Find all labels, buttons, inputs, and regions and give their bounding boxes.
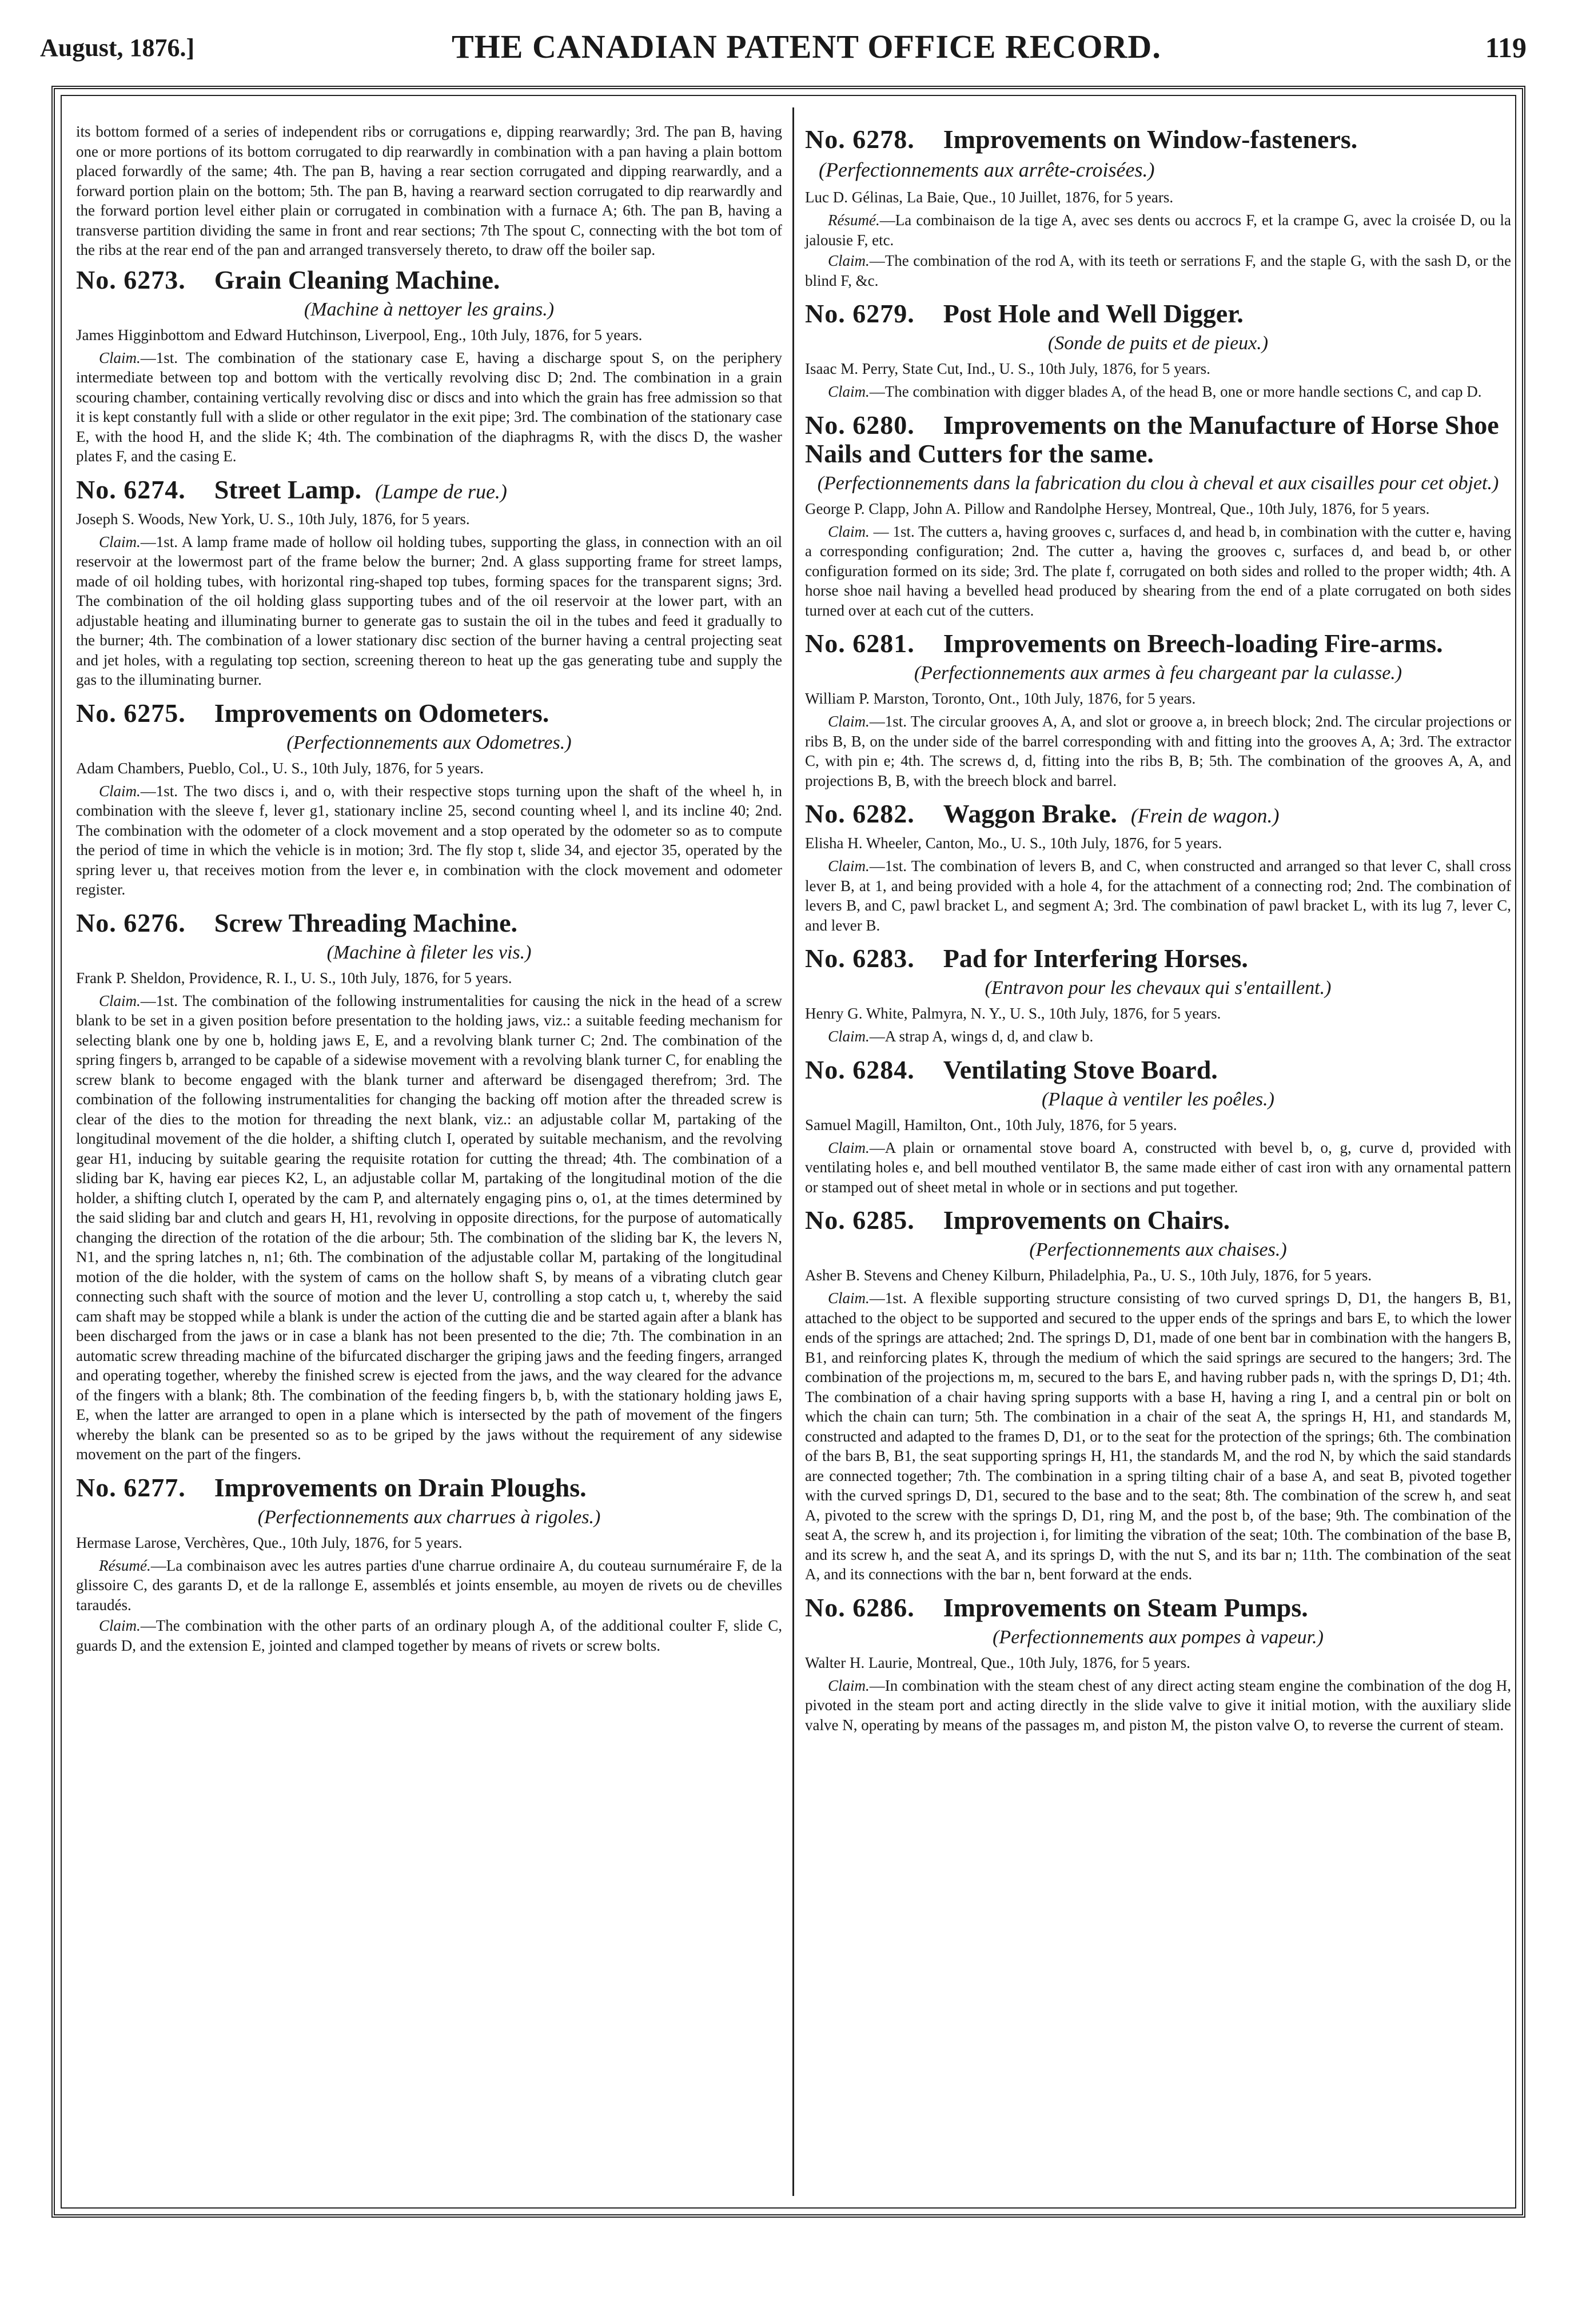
patent-title: Screw Threading Machine. <box>214 908 518 937</box>
patent-inventor: William P. Marston, Toronto, Ont., 10th July, 1876, for 5 years. <box>805 690 1196 707</box>
patent-heading <box>76 909 782 937</box>
patent-french-title: (Perfectionnements aux arrête-croisées.) <box>819 158 1155 181</box>
publication-title: THE CANADIAN PATENT OFFICE RECORD. <box>452 28 1161 65</box>
patent-entry <box>805 411 1511 621</box>
patent-french-title: (Perfectionnements dans la fabrication du clou à cheval et aux cisailles pour cet objet.) <box>817 472 1499 494</box>
patent-inventor: Elisha H. Wheeler, Canton, Mo., U. S., 10th July, 1876, for 5 years. <box>805 834 1222 852</box>
patent-title: Improvements on Drain Ploughs. <box>214 1472 587 1502</box>
claim-lead: Claim. <box>828 1028 870 1045</box>
claim-lead: Claim. <box>828 1676 870 1694</box>
patent-claim <box>805 210 1511 250</box>
patent-number: No. 6285. <box>805 1205 915 1235</box>
patent-french-title: (Sonde de puits et de pieux.) <box>1047 333 1269 354</box>
patent-claim <box>805 251 1511 290</box>
patent-number: No. 6282. <box>805 799 915 828</box>
patent-inventor: Samuel Magill, Hamilton, Ont., 10th July, 1876, for 5 years. <box>805 1116 1177 1133</box>
patent-heading <box>805 1594 1511 1622</box>
patent-heading <box>805 1206 1511 1235</box>
patent-inventor: Frank P. Sheldon, Providence, R. I., U. S., 10th July, 1876, for 5 years. <box>76 969 512 987</box>
patent-claim <box>805 856 1511 935</box>
patent-inventor: Joseph S. Woods, New York, U. S., 10th July, 1876, for 5 years. <box>76 510 470 528</box>
patent-heading <box>805 300 1511 328</box>
claim-lead: Claim. <box>828 857 870 875</box>
patent-number: No. 6276. <box>76 908 186 937</box>
patent-inventor: Hermase Larose, Verchères, Que., 10th July, 1876, for 5 years. <box>76 1534 463 1551</box>
patent-entry <box>76 1474 782 1656</box>
claim-text: —1st. A flexible supporting structure consisting of two curved springs D, D1, the hangers B, B1, attached to the object to be supported and secured to the upper ends of the springs and bars E, to which the lower ends of the springs are attached; 2nd. The springs D, D1, made of one bent bar in combination with the hangers B, B1, and reinforcing plates K, through the medium of which the said springs are secured to the hangers; 3rd. The combination of the projections m, m, secured to the bars E, and having rubber pads n, with the springs D, D1; 4th. The combination of a chair having spring supports with a base H, having a ring I, and a central pin or bolt on which the chain can turn; 5th. The combination in a chair of the seat A, the springs H, H1, and standards M, constructed and adapted to the frames D, D1, or to the seat for the protection of the springs; 6th. The combination of the bars B, B1, the seat supporting springs H, H1, the standards M, and the rod N, by which the said standards are connected together; 7th. The combination in a spring tilting chair of a base A, and seat B, pivoted together with the curved springs D, D1, secured to the base and to the seat; 8th. The combination of the screw h, and seat A, pivoted to the screw with the springs D, D1, ring M, and the post b, of the base; 9th. The combination of the seat A, the screw h, and its projection i, for limiting the vibration of the seat; 10th. The combination of the base B, and its screw h, and the seat A, and its springs D, with the nut S, and its bar n; 11th. The combination of the seat A, and its connections with the bar n, bent forward at the ends. <box>805 1289 1511 1583</box>
patent-entry <box>805 1594 1511 1735</box>
patent-french-title: (Perfectionnements aux charrues à rigoles.) <box>257 1506 601 1528</box>
claim-lead: Claim. <box>828 252 870 269</box>
patent-french-title: (Machine à fileter les vis.) <box>326 941 532 963</box>
patent-claim <box>805 522 1511 621</box>
patent-entry <box>76 909 782 1464</box>
claim-lead: Claim. <box>828 522 870 540</box>
patent-title: Improvements on Chairs. <box>943 1205 1230 1235</box>
patent-french-title: (Perfectionnements aux chaises.) <box>1029 1239 1287 1260</box>
claim-lead: Claim. <box>828 713 870 730</box>
patent-claim <box>76 1556 782 1615</box>
patent-heading <box>76 699 782 728</box>
patent-claim <box>76 532 782 690</box>
page-frame-inner <box>61 95 1516 2209</box>
patent-french-title: (Plaque à ventiler les poêles.) <box>1042 1088 1274 1110</box>
patent-title: Ventilating Stove Board. <box>943 1055 1218 1084</box>
claim-text: —The combination with digger blades A, of the head B, one or more handle sections C, and cap D. <box>869 383 1482 400</box>
patent-inventor: Isaac M. Perry, State Cut, Ind., U. S., 10th July, 1876, for 5 years. <box>805 360 1210 377</box>
claim-text: —La combinaison de la tige A, avec ses dents ou accrocs F, et la crampe G, avec la croisée D, ou la jalousie F, etc. <box>805 211 1511 249</box>
claim-text: —La combinaison avec les autres parties d'une charrue ordinaire A, du couteau surnuméraire F, de la glissoire C, des garants D, et de la rallonge E, assemblés et joints ensemble, au moyen de rivets ou de chevilles taraudés. <box>76 1556 782 1614</box>
patent-inventor: Adam Chambers, Pueblo, Col., U. S., 10th July, 1876, for 5 years. <box>76 759 484 777</box>
claim-text: —1st. The combination of levers B, and C, when constructed and arranged so that lever C, shall cross lever B, at 1, and being provided with a hole 4, for the attachment of a connecting rod; 2nd. The combination of levers B, and C, pawl bracket L, and segment A; 3rd. The combination of pawl bracket L, with its lug 7, lever C, and lever B. <box>805 857 1511 934</box>
patent-entry <box>76 266 782 466</box>
patent-number: No. 6277. <box>76 1472 186 1502</box>
left-entries <box>76 266 782 1656</box>
patent-inventor: George P. Clapp, John A. Pillow and Randolphe Hersey, Montreal, Que., 10th July, 1876, for 5 years. <box>805 500 1430 517</box>
patent-french-title: (Perfectionnements aux Odometres.) <box>286 732 572 753</box>
claim-lead: Résumé. <box>99 1556 151 1574</box>
claim-lead: Claim. <box>828 1139 870 1156</box>
patent-heading <box>76 266 782 294</box>
page-frame <box>51 86 1525 2218</box>
claim-lead: Claim. <box>99 782 141 800</box>
patent-claim <box>76 1616 782 1655</box>
patent-number: No. 6278. <box>805 125 915 154</box>
claim-lead: Résumé. <box>828 211 880 229</box>
issue-date: August, 1876.] <box>40 34 195 62</box>
right-entries <box>805 125 1511 1735</box>
patent-claim <box>805 712 1511 790</box>
patent-title: Pad for Interfering Horses. <box>943 944 1248 973</box>
patent-entry <box>805 125 1511 290</box>
patent-entry <box>805 944 1511 1047</box>
claim-text: —In combination with the steam chest of any direct acting steam engine the combination of the dog H, pivoted in the steam port and acting directly in the slide valve to give it initial motion, with the auxiliary slide valve N, operating by means of the passages m, and piston M, the piston valve O, to reverse the current of steam. <box>805 1676 1511 1734</box>
claim-text: —The combination of the rod A, with its teeth or serrations F, and the staple G, with the sash D, or the blind F, &c. <box>805 252 1511 289</box>
patent-title: Post Hole and Well Digger. <box>943 299 1244 328</box>
patent-number: No. 6274. <box>76 474 186 504</box>
patent-entry <box>805 1056 1511 1197</box>
right-column <box>805 122 1511 1744</box>
patent-entry <box>805 800 1511 935</box>
patent-number: No. 6283. <box>805 944 915 973</box>
patent-inventor: Luc D. Gélinas, La Baie, Que., 10 Juillet, 1876, for 5 years. <box>805 189 1174 206</box>
patent-title: Improvements on the Manufacture of Horse Shoe Nails and Cutters for the same. <box>805 410 1499 468</box>
patent-inventor: Asher B. Stevens and Cheney Kilburn, Philadelphia, Pa., U. S., 10th July, 1876, for 5 years. <box>805 1267 1372 1284</box>
patent-entry <box>76 699 782 900</box>
patent-inventor: James Higginbottom and Edward Hutchinson, Liverpool, Eng., 10th July, 1876, for 5 years. <box>76 326 643 344</box>
claim-text: —1st. The combination of the following instrumentalities for causing the nick in the head of a screw blank to be set in a given position before presentation to the holding jaws, viz.: a suitable feeding mechanism for selecting blank one by one b, holding jaws E, E, and a revolving blank turner C; 2nd. The combination of the spring fingers b, arranged to be capable of a sidewise movement with a revolving blank turner C, for enabling the screw blank to become engaged with the blank turner and afterward be disengaged therefrom; 3rd. The combination of the following instrumentalities for changing the backing off motion after the threaded screw is clear of the dies to the motion for threading the next blank, viz.: an adjustable collar M, partaking of the longitudinal movement of the die holder, a shifting clutch I, operated by suitable mechanism, and the revolving gear H1, inducing by suitable gearing the requisite rotation for cutting the thread; 4th. The combination of a sliding bar K, having ear pieces K2, L, an adjustable collar M, partaking of the longitudinal motion of the die holder, a shifting clutch I, operated by the cam P, and alternately engaging pins o, o1, at the times determined by the said sliding bar and clutch and gears H, H1, revolving in opposite directions, for the purpose of automatically changing the direction of the rotation of the die arbour; 5th. The combination of the sliding bar K, the levers N, N1, and the spring latches n, n1; 6th. The combination of the adjustable collar M, partaking of the longitudinal motion of the die holder, with the system of cams on the hollow shaft S, by means of a vibrating clutch gear connecting such shaft with the source of motion and the lever U, controlling a stop catch u, t, whereby the said cam shaft may be stopped while a blank is under the action of the cutting die and be started again after a blank has been discharged from the jaws or in case a blank has not been presented to the die; 7th. The combination in an automatic screw threading machine of the bifurcated discharger the griping jaws and the feeding fingers, arranged and operating together, whereby the finished screw is ejected from the jaws, and the way cleared for the advance of the fingers with a blank; 8th. The combination of the feeding fingers b, b, with the stationary holding jaws E, E, when the latter are arranged to open in a plane which is intersected by the path of movement of the fingers whereby the blank can be presented so as to be griped by the jaws without the requirement of any sidewise movement on the part of the fingers. <box>76 992 782 1463</box>
patent-inventor: Walter H. Laurie, Montreal, Que., 10th July, 1876, for 5 years. <box>805 1654 1190 1671</box>
patent-title: Street Lamp. <box>214 474 361 504</box>
patent-number: No. 6273. <box>76 265 186 294</box>
claim-lead: Claim. <box>99 533 141 550</box>
patent-french-title: (Perfectionnements aux pompes à vapeur.) <box>993 1626 1324 1648</box>
patent-number: No. 6275. <box>76 698 186 728</box>
patent-claim <box>76 348 782 466</box>
patent-title: Grain Cleaning Machine. <box>214 265 500 294</box>
patent-heading <box>805 125 1511 184</box>
claim-text: —A strap A, wings d, d, and claw b. <box>869 1028 1094 1045</box>
patent-heading <box>805 800 1511 830</box>
page-number: 119 <box>1485 31 1527 63</box>
patent-title: Improvements on Window-fasteners. <box>943 125 1358 154</box>
patent-heading <box>805 1056 1511 1084</box>
patent-french-title: (Entravon pour les chevaux qui s'entaillent.) <box>985 977 1332 999</box>
claim-text: —1st. The two discs i, and o, with their respective stops turning upon the shaft of the wheel h, in combination with the sleeve f, lever g1, stationary incline 25, second counting wheel l, and its incline 40; 2nd. The combination with the odometer of a clock movement and a stop operated by the odometer so as to compute the period of time in which the vehicle is in motion; 3rd. The fly stop t, slide 34, and ejector 35, operated by the spring lever u, that receives motion from the lever e, in combination with the clock movement and odometer register. <box>76 782 782 898</box>
patent-french-title: (Frein de wagon.) <box>1130 804 1280 827</box>
claim-lead: Claim. <box>99 1617 141 1634</box>
patent-french-title: (Lampe de rue.) <box>374 480 507 503</box>
patent-title: Waggon Brake. <box>943 799 1117 828</box>
patent-entry <box>805 629 1511 790</box>
claim-text: —1st. The circular grooves A, A, and slot or groove a, in breech block; 2nd. The circular projections or ribs B, B, on the under side of the barrel corresponding with and fitting into the grooves A, A; 3rd. The extractor C, with pin e; 4th. The screws d, d, fitting into the ribs B, B; 5th. The combination of the grooves A, A, and projections B, B, with the breech block and barrel. <box>805 713 1511 789</box>
claim-text: — 1st. The cutters a, having grooves c, surfaces d, and head b, in combination with the cutter e, having a corresponding configuration; 2nd. The cutter a, having the grooves c, surfaces d, and bead b, or other configuration formed on its side; 3rd. The plate f, corrugated on both sides and rolled to the proper width; 4th. A horse shoe nail having a bevelled head produced by shearing from the end of a plate corrugated on both sides turned over at each cut of the cutters. <box>805 522 1511 619</box>
column-divider <box>792 107 794 2196</box>
patent-title: Improvements on Steam Pumps. <box>943 1592 1308 1622</box>
claim-text: —The combination with the other parts of an ordinary plough A, of the additional coulter F, slide C, guards D, and the extension E, jointed and clamped together by means of rivets or screw bolts. <box>76 1617 782 1654</box>
patent-heading <box>76 1474 782 1502</box>
claim-text: —A plain or ornamental stove board A, constructed with bevel b, o, g, curve d, provided with ventilating holes e, and bell mouthed ventilator B, the same made either of cast iron with any ornamental pattern or stamped out of sheet metal in whole or in sections and put together. <box>805 1139 1511 1196</box>
patent-entry <box>805 1206 1511 1584</box>
patent-claim <box>805 1027 1511 1047</box>
left-column <box>76 122 782 1664</box>
patent-heading <box>76 476 782 506</box>
patent-title: Improvements on Breech-loading Fire-arms. <box>943 629 1443 658</box>
patent-number: No. 6281. <box>805 629 915 658</box>
patent-claim <box>805 1138 1511 1197</box>
patent-claim <box>805 1288 1511 1584</box>
patent-claim <box>76 991 782 1464</box>
claim-text: —1st. A lamp frame made of hollow oil holding tubes, supporting the glass, in connection with an oil reservoir at the lowermost part of the frame below the burner; 2nd. A glass supporting frame for street lamps, made of oil holding tubes, with horizontal ring-shaped top tubes, forming spaces for the transparent signs; 3rd. The combination of the oil holding glass supporting tubes and of the oil reservoir at the lower part, with an adjustable heating and illuminating burner to generate gas to sustain the oil in the tubes and feed it gradually to the burner; 4th. The combination of a lower stationary disc section of the burner having a central projecting seat and jet holes, with a regulating top section, screening thereon to heat up the gas generating tube and supply the gas to the illuminating burner. <box>76 533 782 688</box>
claim-lead: Claim. <box>99 992 141 1009</box>
patent-title: Improvements on Odometers. <box>214 698 549 728</box>
claim-lead: Claim. <box>828 1289 870 1307</box>
patent-heading <box>805 411 1511 468</box>
patent-claim <box>76 781 782 900</box>
claim-lead: Claim. <box>828 383 870 400</box>
claim-text: —1st. The combination of the stationary case E, having a discharge spout S, on the periphery intermediate between top and bottom with the vertically revolving disc D; 2nd. The combination in a grain scouring chamber, containing vertically revolving disc or discs and into which the grain has free admission so that it is kept constantly full with a slide or other regulator in the exit pipe; 3rd. The combination of the stationary case E, with the hood H, and the slide K; 4th. The combination of the diaphragms R, with the discs D, the washer plates F, and the casing E. <box>76 349 782 465</box>
patent-inventor: Henry G. White, Palmyra, N. Y., U. S., 10th July, 1876, for 5 years. <box>805 1005 1221 1022</box>
patent-french-title: (Perfectionnements aux armes à feu chargeant par la culasse.) <box>914 662 1402 684</box>
continued-text: its bottom formed of a series of independent ribs or corrugations e, dipping rearwardly; 3rd. The pan B, having one or more portions of its bottom corrugated to dip rearwardly in combination with a pan having a plain bottom placed forwardly of the same; 4th. The pan B, having a rear section corrugated and dipping rearwardly, and a forward portion plain on the bottom; 5th. The pan B, having a rearward section corrugated to dip rearwardly and the forward portion level either plain or corrugated in combination with a furnace A; 6th. The pan B, having a transverse partition dividing the same in front and rear sections; 7th The spout C, connecting with the bot tom of the ribs at the rear end of the pan and arranged transversely thereto, to draw off the boiler sap. <box>76 123 782 258</box>
patent-claim <box>805 1676 1511 1735</box>
patent-number: No. 6286. <box>805 1592 915 1622</box>
patent-french-title: (Machine à nettoyer les grains.) <box>304 298 555 320</box>
patent-heading <box>805 944 1511 973</box>
patent-heading <box>805 629 1511 658</box>
patent-number: No. 6279. <box>805 299 915 328</box>
patent-number: No. 6280. <box>805 410 915 440</box>
patent-number: No. 6284. <box>805 1055 915 1084</box>
patent-claim <box>805 382 1511 402</box>
patent-entry <box>76 476 782 690</box>
patent-entry <box>805 300 1511 402</box>
claim-lead: Claim. <box>99 349 141 366</box>
page-header <box>40 27 1527 73</box>
